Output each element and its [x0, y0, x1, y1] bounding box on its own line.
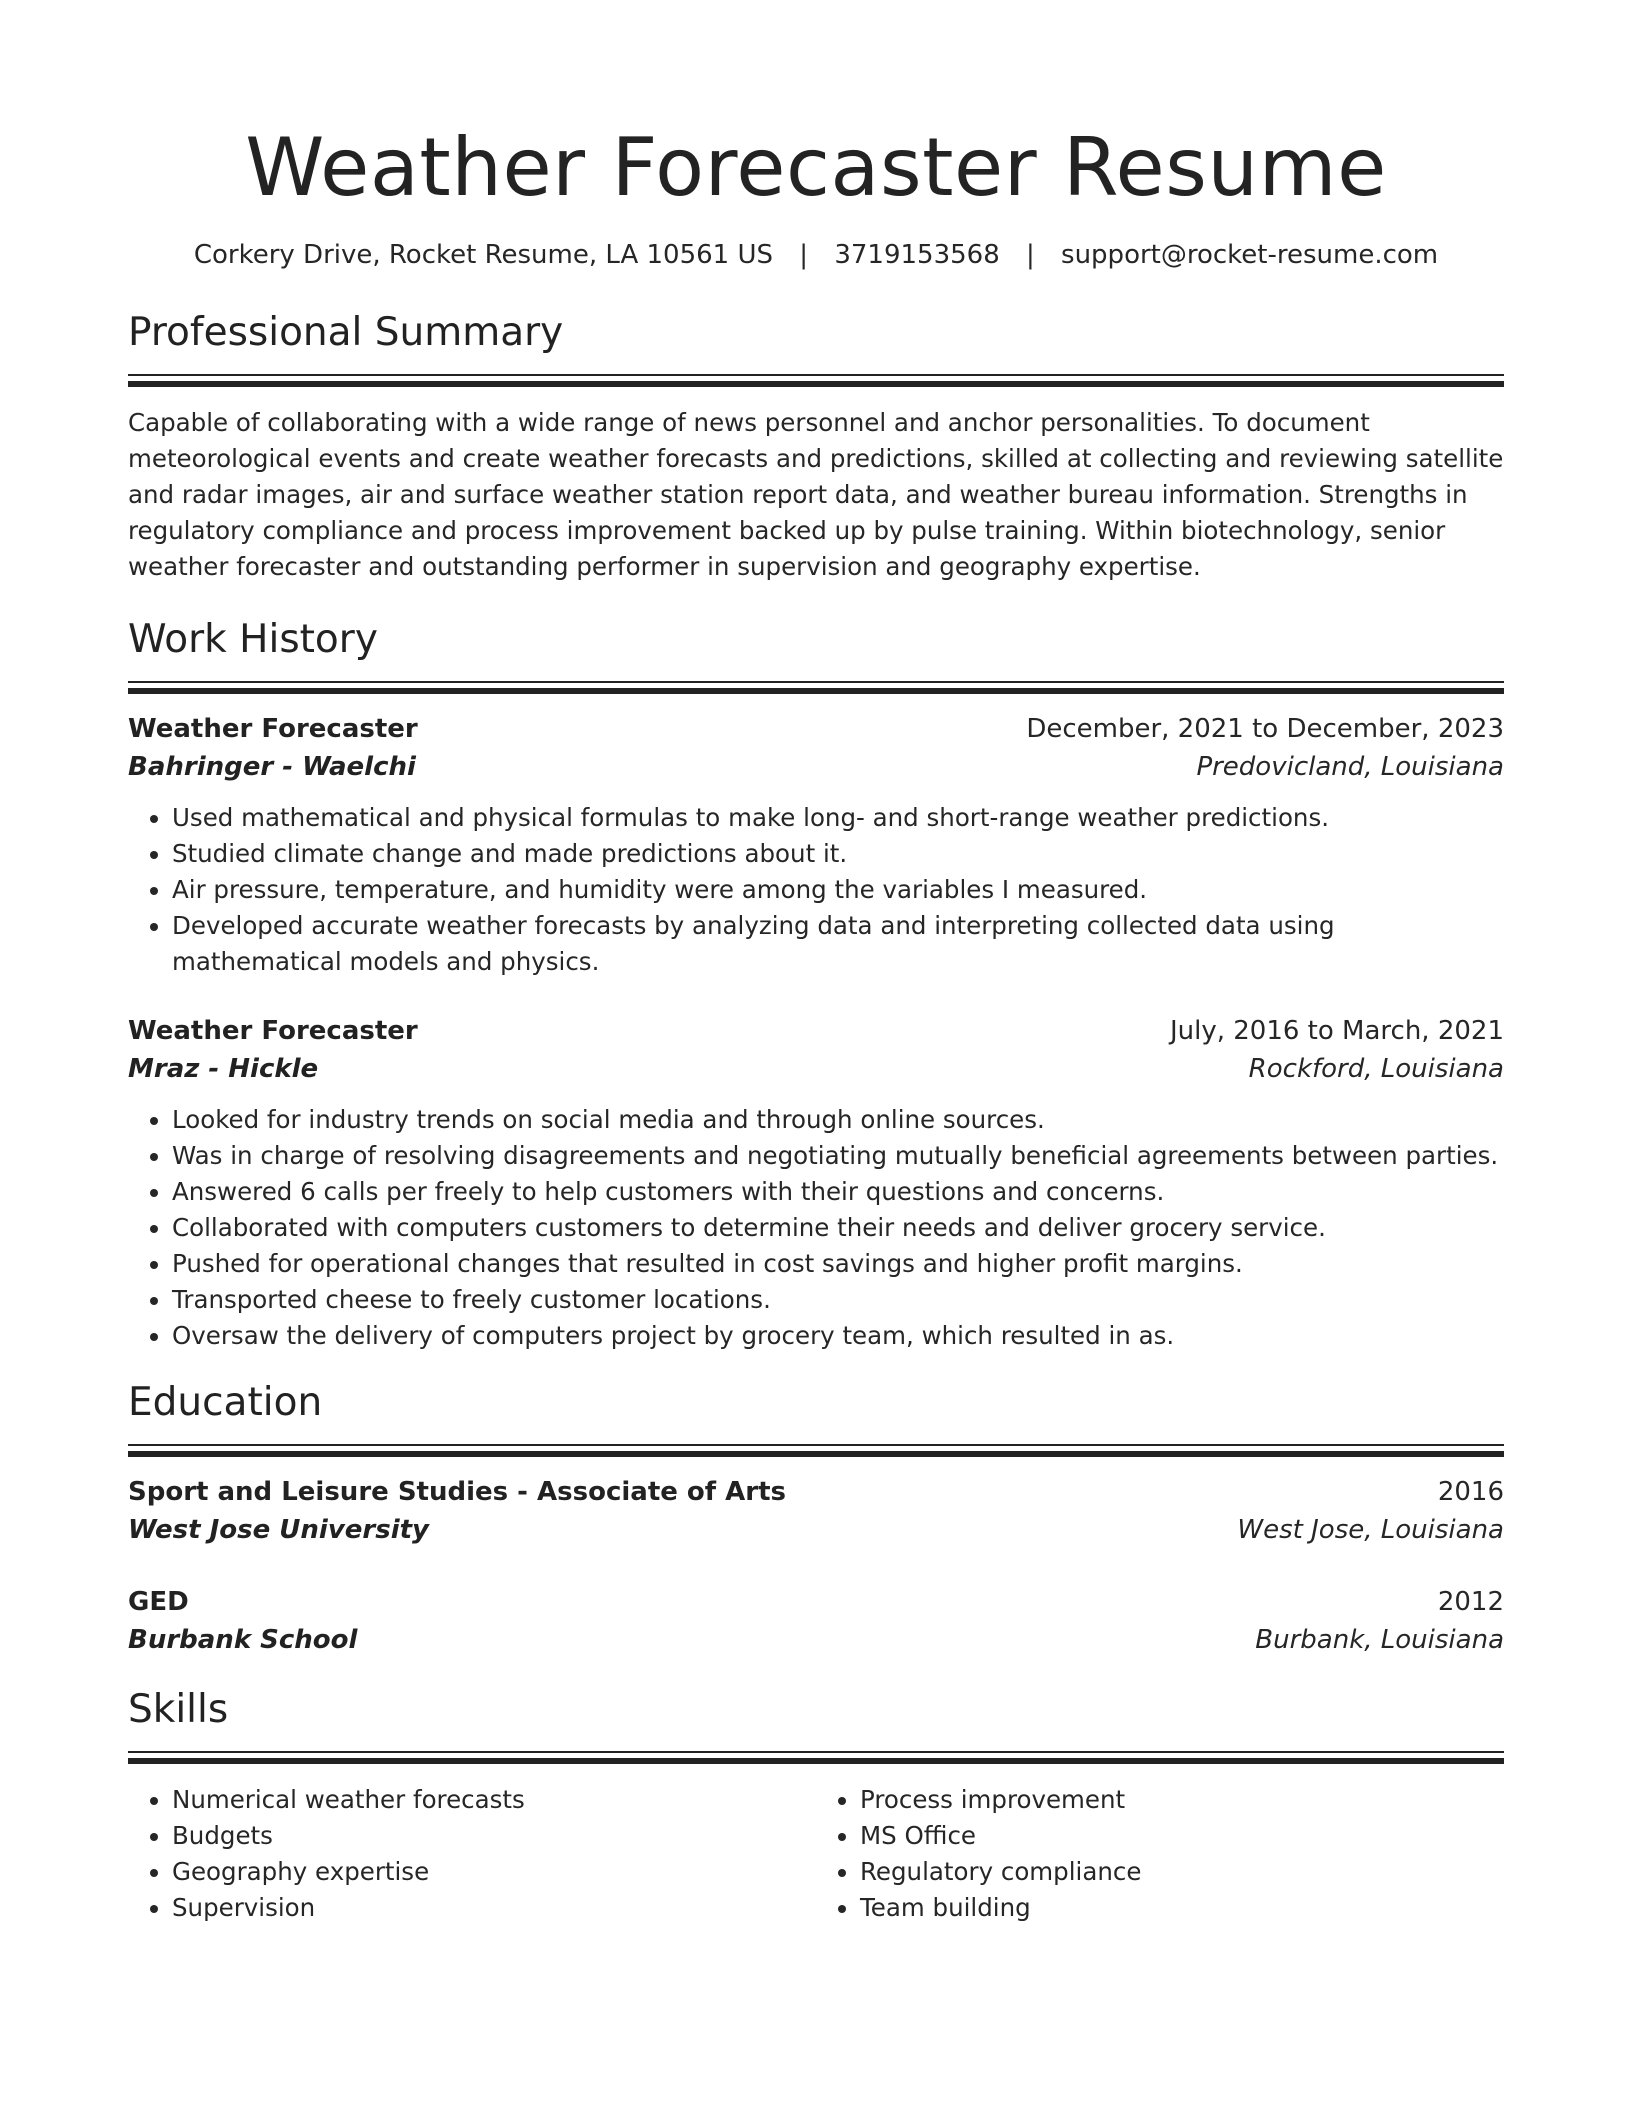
skill-item: • Budgets: [172, 1818, 816, 1854]
skills-column-right: [816, 1782, 1504, 1926]
list-item: • Oversaw the delivery of computers project by grocery team, which resulted in as.: [172, 1318, 1504, 1354]
list-item: • Was in charge of resolving disagreements and negotiating mutually beneficial agreements between parties.: [172, 1138, 1504, 1174]
job-title: Weather Forecaster: [128, 714, 418, 744]
education-school: West Jose University: [128, 1515, 430, 1545]
resume-title: Weather Forecaster Resume: [245, 121, 1387, 214]
section-heading-education: Education: [128, 1380, 323, 1425]
job-title: Weather Forecaster: [128, 1016, 418, 1046]
list-item: • Pushed for operational changes that resulted in cost savings and higher profit margins.: [172, 1246, 1504, 1282]
skills-section: [128, 1685, 1504, 1926]
list-item: • Air pressure, temperature, and humidity were among the variables I measured.: [172, 872, 1504, 908]
education-location: West Jose, Louisiana: [1237, 1515, 1504, 1545]
job-entry: [128, 710, 1504, 980]
job-dates: December, 2021 to December, 2023: [1026, 714, 1504, 744]
job-location: Rockford, Louisiana: [1248, 1054, 1504, 1084]
job-company: Bahringer - Waelchi: [128, 752, 416, 782]
list-item: • Developed accurate weather forecasts by analyzing data and interpreting collected data using mathematical models and physics.: [172, 908, 1504, 980]
contact-phone: 3719153568: [834, 240, 1000, 270]
work-history-section: [128, 615, 1504, 1354]
education-school: Burbank School: [128, 1625, 358, 1655]
education-year: 2012: [1437, 1587, 1504, 1617]
skill-item: • Geography expertise: [172, 1854, 816, 1890]
job-bullets: [128, 800, 1504, 980]
skills-column-left: [128, 1782, 816, 1926]
skill-item: • Supervision: [172, 1890, 816, 1926]
contact-address: Corkery Drive, Rocket Resume, LA 10561 US: [193, 240, 774, 270]
education-section: [128, 1378, 1504, 1659]
section-divider: [128, 374, 1504, 387]
education-degree: GED: [128, 1587, 189, 1617]
education-entry: [128, 1583, 1504, 1659]
list-item: • Collaborated with computers customers to determine their needs and deliver grocery service.: [172, 1210, 1504, 1246]
contact-separator: |: [799, 240, 809, 270]
section-divider: [128, 681, 1504, 694]
job-bullets: [128, 1102, 1504, 1354]
list-item: • Transported cheese to freely customer locations.: [172, 1282, 1504, 1318]
job-company: Mraz - Hickle: [128, 1054, 319, 1084]
section-heading-summary: Professional Summary: [128, 310, 564, 355]
contact-line: [128, 238, 1504, 272]
education-location: Burbank, Louisiana: [1255, 1625, 1504, 1655]
summary-section: [128, 308, 1504, 585]
education-year: 2016: [1437, 1477, 1504, 1507]
section-heading-skills: Skills: [128, 1687, 229, 1732]
contact-separator: |: [1026, 240, 1035, 270]
skills-grid: [128, 1782, 1504, 1926]
summary-text: Capable of collaborating with a wide range of news personnel and anchor personalities. To document meteorological events and create weather forecasts and predictions, skilled at collecting and reviewing satellite and radar images, air and surface weather station report data, and weather bureau information. Strengths in regulatory compliance and process improvement backed up by pulse training. Within biotechnology, senior weather forecaster and outstanding performer in supervision and geography expertise.: [128, 408, 1504, 581]
skill-item: • Team building: [860, 1890, 1504, 1926]
education-entry: [128, 1473, 1504, 1549]
skill-item: • Regulatory compliance: [860, 1854, 1504, 1890]
list-item: • Used mathematical and physical formulas to make long- and short-range weather predictions.: [172, 800, 1504, 836]
skill-item: • Numerical weather forecasts: [172, 1782, 816, 1818]
section-heading-work: Work History: [128, 617, 378, 662]
list-item: • Looked for industry trends on social media and through online sources.: [172, 1102, 1504, 1138]
skill-item: • MS Office: [860, 1818, 1504, 1854]
job-dates: July, 2016 to March, 2021: [1169, 1016, 1504, 1046]
job-location: Predovicland, Louisiana: [1196, 752, 1504, 782]
section-divider: [128, 1751, 1504, 1764]
contact-email: support@rocket-resume.com: [1061, 240, 1439, 270]
list-item: • Answered 6 calls per freely to help customers with their questions and concerns.: [172, 1174, 1504, 1210]
section-divider: [128, 1444, 1504, 1457]
list-item: • Studied climate change and made predictions about it.: [172, 836, 1504, 872]
education-degree: Sport and Leisure Studies - Associate of Arts: [128, 1477, 787, 1507]
skill-item: • Process improvement: [860, 1782, 1504, 1818]
job-entry: [128, 1012, 1504, 1354]
